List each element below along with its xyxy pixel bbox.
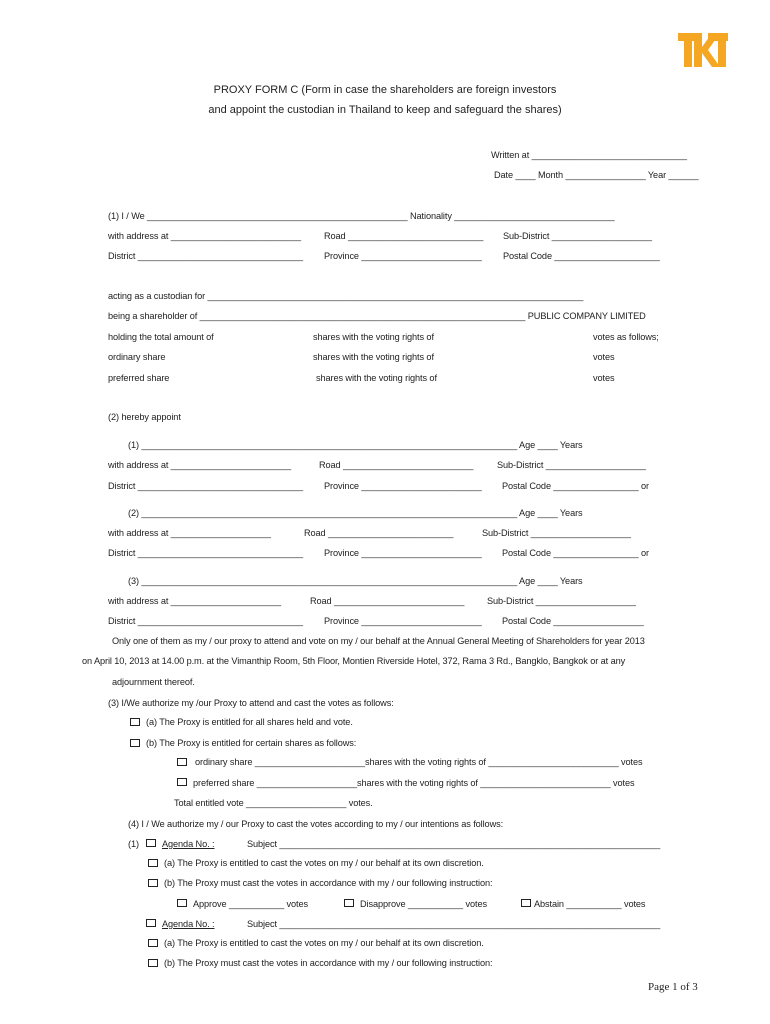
proxy-2-province-field[interactable]: Province ________________________ — [324, 548, 482, 558]
agenda-1-label: Agenda No. : — [162, 839, 215, 849]
holding-rights-label: shares with the voting rights of — [313, 332, 434, 342]
postal-code-field[interactable]: Postal Code _____________________ — [503, 251, 660, 261]
page-number: Page 1 of 3 — [648, 981, 698, 993]
checkbox-agenda-1-discretion[interactable] — [148, 859, 158, 867]
ordinary-share-votes-field[interactable]: ordinary share ______________________shares with the voting rights of __________________________ votes — [195, 757, 643, 767]
proxy-2-district-field[interactable]: District _________________________________ — [108, 548, 304, 558]
custodian-field[interactable]: acting as a custodian for ___________________________________________________________________________ — [108, 291, 584, 301]
preferred-rights-label: shares with the voting rights of — [316, 373, 437, 383]
intentions-heading: (4) I / We authorize my / our Proxy to cast the votes according to my / our intentions as follows: — [128, 819, 504, 829]
holding-votes-label: votes as follows; — [593, 332, 659, 342]
proxy-1-address-field[interactable]: with address at ________________________ — [108, 460, 291, 470]
proxy-3-district-field[interactable]: District _________________________________ — [108, 616, 304, 626]
form-title-line2: and appoint the custodian in Thailand to keep and safeguard the shares) — [208, 104, 562, 116]
subdistrict-field[interactable]: Sub-District ____________________ — [503, 231, 652, 241]
proxy-3-road-field[interactable]: Road __________________________ — [310, 596, 465, 606]
holding-label: holding the total amount of — [108, 332, 214, 342]
ordinary-share-label: ordinary share — [108, 352, 166, 362]
agenda-1-instruction-label: (b) The Proxy must cast the votes in accordance with my / our following instruction: — [164, 878, 493, 888]
proxy-3-subdistrict-field[interactable]: Sub-District ____________________ — [487, 596, 636, 606]
preferred-share-label: preferred share — [108, 373, 170, 383]
checkbox-abstain[interactable] — [521, 899, 531, 907]
proxy-2-postal-field[interactable]: Postal Code _________________ or — [502, 548, 649, 558]
checkbox-agenda-1-instruction[interactable] — [148, 879, 158, 887]
proxy-2-subdistrict-field[interactable]: Sub-District ____________________ — [482, 528, 631, 538]
address-field[interactable]: with address at __________________________ — [108, 231, 301, 241]
agenda-1-discretion-label: (a) The Proxy is entitled to cast the votes on my / our behalf at its own discretion. — [164, 858, 484, 868]
written-at-field[interactable]: Written at _______________________________ — [491, 150, 687, 160]
proxy-3-province-field[interactable]: Province ________________________ — [324, 616, 482, 626]
agenda-1-subject-field[interactable]: Subject ____________________________________________________________________________ — [247, 839, 661, 849]
proxy-1-subdistrict-field[interactable]: Sub-District ____________________ — [497, 460, 646, 470]
proxy-1-postal-field[interactable]: Postal Code _________________ or — [502, 481, 649, 491]
approve-votes-field[interactable]: Approve ___________ votes — [193, 899, 308, 909]
province-field[interactable]: Province ________________________ — [324, 251, 482, 261]
meeting-text-line3: adjournment thereof. — [112, 677, 195, 687]
checkbox-agenda-2[interactable] — [146, 919, 156, 927]
proxy-2-name-field[interactable]: (2) ___________________________________________________________________________ Age ____ Years — [128, 508, 583, 518]
proxy-1-name-field[interactable]: (1) ___________________________________________________________________________ Age ____ Years — [128, 440, 583, 450]
disapprove-votes-field[interactable]: Disapprove ___________ votes — [360, 899, 487, 909]
shareholder-field[interactable]: being a shareholder of _________________________________________________________________ PUBLIC COMPANY LIMITED — [108, 311, 646, 321]
checkbox-preferred-share[interactable] — [177, 778, 187, 786]
road-field[interactable]: Road ___________________________ — [324, 231, 484, 241]
proxy-1-district-field[interactable]: District _________________________________ — [108, 481, 304, 491]
agenda-item-number: (1) — [128, 839, 139, 849]
meeting-text-line1: Only one of them as my / our proxy to attend and vote on my / our behalf at the Annual General Meeting of Shareholders for year 2013 — [112, 636, 645, 646]
hereby-appoint-heading: (2) hereby appoint — [108, 412, 181, 422]
proxy-3-postal-field[interactable]: Postal Code __________________ — [502, 616, 644, 626]
meeting-text-line2: on April 10, 2013 at 14.00 p.m. at the Vimanthip Room, 5th Floor, Montien Riverside Hotel, 372, Rama 3 Rd., Bangklo, Bangkok or at any — [82, 656, 626, 666]
abstain-votes-field[interactable]: Abstain ___________ votes — [534, 899, 646, 909]
date-field[interactable]: Date ____ Month ________________ Year ______ — [494, 170, 699, 180]
checkbox-agenda-2-discretion[interactable] — [148, 939, 158, 947]
proxy-2-road-field[interactable]: Road _________________________ — [304, 528, 454, 538]
checkbox-agenda-1[interactable] — [146, 839, 156, 847]
checkbox-approve[interactable] — [177, 899, 187, 907]
proxy-1-road-field[interactable]: Road __________________________ — [319, 460, 474, 470]
agenda-2-label: Agenda No. : — [162, 919, 215, 929]
ordinary-votes-label: votes — [593, 352, 615, 362]
proxy-2-address-field[interactable]: with address at ____________________ — [108, 528, 271, 538]
checkbox-certain-shares[interactable] — [130, 739, 140, 747]
ordinary-rights-label: shares with the voting rights of — [313, 352, 434, 362]
proxy-3-address-field[interactable]: with address at ______________________ — [108, 596, 281, 606]
checkbox-agenda-2-instruction[interactable] — [148, 959, 158, 967]
agenda-2-instruction-label: (b) The Proxy must cast the votes in accordance with my / our following instruction: — [164, 958, 493, 968]
preferred-votes-label: votes — [593, 373, 615, 383]
all-shares-label: (a) The Proxy is entitled for all shares held and vote. — [146, 717, 353, 727]
checkbox-disapprove[interactable] — [344, 899, 354, 907]
agenda-2-subject-field[interactable]: Subject ____________________________________________________________________________ — [247, 919, 661, 929]
certain-shares-label: (b) The Proxy is entitled for certain shares as follows: — [146, 738, 357, 748]
proxy-3-name-field[interactable]: (3) ___________________________________________________________________________ Age ____ Years — [128, 576, 583, 586]
company-logo — [678, 33, 728, 67]
form-title-line1: PROXY FORM C (Form in case the shareholders are foreign investors — [213, 84, 557, 96]
preferred-share-votes-field[interactable]: preferred share ____________________shares with the voting rights of __________________________ votes — [193, 778, 635, 788]
agenda-2-discretion-label: (a) The Proxy is entitled to cast the votes on my / our behalf at its own discretion. — [164, 938, 484, 948]
proxy-1-province-field[interactable]: Province ________________________ — [324, 481, 482, 491]
total-votes-field[interactable]: Total entitled vote ____________________ votes. — [174, 798, 373, 808]
authorize-heading: (3) I/We authorize my /our Proxy to attend and cast the votes as follows: — [108, 698, 394, 708]
checkbox-ordinary-share[interactable] — [177, 758, 187, 766]
checkbox-all-shares[interactable] — [130, 718, 140, 726]
name-nationality-field[interactable]: (1) I / We ____________________________________________________ Nationality ________________________________ — [108, 211, 615, 221]
district-field[interactable]: District _________________________________ — [108, 251, 304, 261]
